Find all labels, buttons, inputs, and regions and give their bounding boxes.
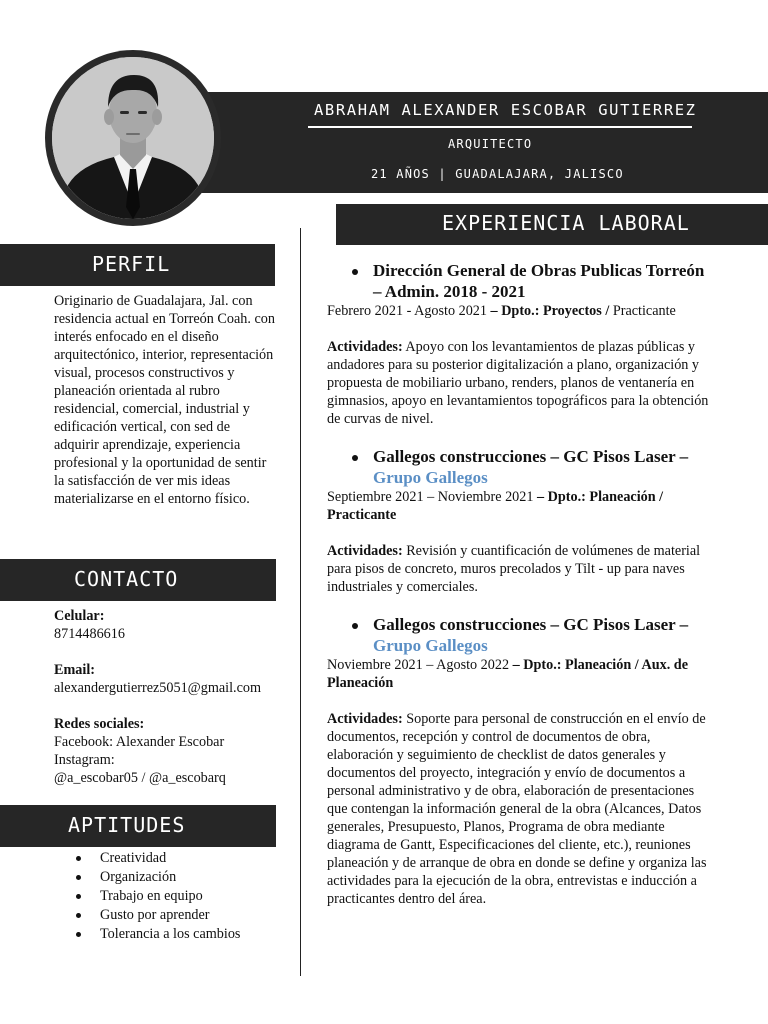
job-activities: [327, 338, 717, 428]
skill-item: Trabajo en equipo: [76, 887, 240, 906]
activities-label: Actividades:: [327, 339, 403, 355]
job-entry: [327, 261, 717, 428]
instagram-label: Instagram:: [54, 752, 115, 768]
section-header-experiencia: [336, 204, 768, 245]
activities-label: Actividades:: [327, 711, 403, 727]
skill-item: Creatividad: [76, 849, 240, 868]
section-header-perfil: [0, 244, 275, 286]
job-title-text: Dirección General de Obras Publicas Torreón – Admin. 2018 - 2021: [373, 261, 705, 301]
job-title-text: Gallegos construcciones – GC Pisos Laser –: [373, 615, 689, 634]
job-dept: – Dpto.: Proyectos /: [487, 303, 610, 319]
name-underline: [308, 126, 692, 128]
section-title-experiencia: EXPERIENCIA LABORAL: [442, 211, 690, 235]
social-label: Redes sociales:: [54, 716, 145, 732]
section-title-perfil: PERFIL: [92, 252, 171, 276]
job-dates: Noviembre 2021 – Agosto 2022: [327, 657, 510, 673]
job-activities: [327, 710, 717, 908]
job-title-company: Grupo Gallegos: [373, 635, 488, 655]
skill-item: Gusto por aprender: [76, 906, 240, 925]
perfil-text: Originario de Guadalajara, Jal. con residencia actual en Torreón Coah. con interés enfocado en el diseño arquitectónico, interior, representación visual, procesos constructivos y planeación orientada al rubro residencial, comercial, industrial y edificación vertical, con sed de adquirir aprendizaje, experiencia profesional y la oportunidad de sentir la satisfacción de ver mis ideas materializarse en el entorno físico.: [54, 293, 275, 507]
contact-email: [54, 661, 278, 697]
section-header-contacto: [0, 559, 276, 601]
profile-photo: [52, 57, 214, 219]
job-title: [327, 615, 717, 656]
contact-phone: [54, 607, 278, 643]
candidate-role: ARQUITECTO: [448, 137, 533, 151]
job-title: [327, 261, 717, 302]
skills-list: [76, 849, 240, 944]
section-title-aptitudes: APTITUDES: [68, 813, 186, 837]
job-meta: [327, 302, 717, 320]
activities-text: Soporte para personal de construcción en el envío de documentos, recepción y control de documentos de obra, elaboración y seguimiento de checklist de datos generales y documentos del proyecto, integración y envío de documentos a personal administrativo y de obra, elaboración de presentaciones que contengan la información general de la obra (Alcances, Datos generales, Presupuesto, Planos, Programa de obra mediante diagrama de Gantt, Especificaciones del cliente, etc.), reuniones planeación y de arranque de obra en donde se define y organiza las actividades para la ejecución de la obra, entrevistas e inducción a practicantes dentro del área.: [327, 711, 707, 907]
job-dates: Septiembre 2021 – Noviembre 2021: [327, 489, 534, 505]
job-dates: Febrero 2021 - Agosto 2021: [327, 303, 487, 319]
job-dept: – Dpto.: Planeación / Aux. de Planeación: [327, 657, 688, 691]
job-activities: [327, 542, 717, 596]
job-position: Practicante: [609, 303, 676, 319]
job-entry: [327, 615, 717, 908]
job-title-text: Gallegos construcciones – GC Pisos Laser –: [373, 447, 689, 466]
job-meta: [327, 488, 717, 524]
age-location: 21 AÑOS | GUADALAJARA, JALISCO: [371, 167, 624, 181]
activities-text: Apoyo con los levantamientos de plazas públicas y andadores para su posterior digitalización a plano, organización y propuesta de mobiliario urbano, renders, planos de ventanería en gimnasios, apoyo en levantamientos topográficos para la obtención de curvas de nivel.: [327, 339, 709, 427]
job-entry: [327, 447, 717, 596]
email-value[interactable]: alexandergutierrez5051@gmail.com: [54, 680, 262, 696]
activities-label: Actividades:: [327, 543, 403, 559]
job-meta: [327, 656, 717, 692]
job-title: [327, 447, 717, 488]
contact-social: [54, 715, 278, 787]
candidate-name: ABRAHAM ALEXANDER ESCOBAR GUTIERREZ: [314, 101, 697, 119]
email-label: Email:: [54, 662, 95, 678]
instagram-value: @a_escobar05 / @a_escobarq: [54, 770, 226, 786]
job-dept: – Dpto.: Planeación / Practicante: [327, 489, 664, 523]
phone-label: Celular:: [54, 608, 105, 624]
skill-item: Tolerancia a los cambios: [76, 925, 240, 944]
job-title-company: Grupo Gallegos: [373, 467, 488, 487]
phone-value: 8714486616: [54, 626, 125, 642]
activities-text: Revisión y cuantificación de volúmenes de material para pisos de concreto, muros precolados y Tilt - up para naves industriales y comerciales.: [327, 543, 701, 595]
facebook-value: Facebook: Alexander Escobar: [54, 734, 225, 750]
section-title-contacto: CONTACTO: [74, 567, 179, 591]
skill-item: Organización: [76, 868, 240, 887]
column-divider: [300, 228, 301, 976]
section-header-aptitudes: [0, 805, 276, 847]
